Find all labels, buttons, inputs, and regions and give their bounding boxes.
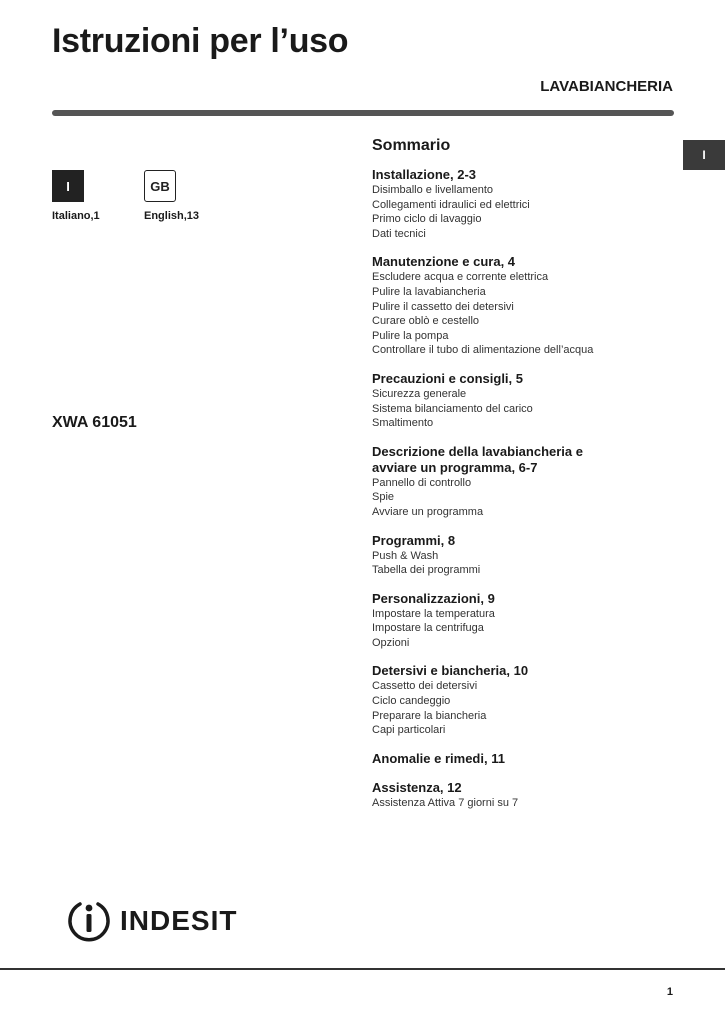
toc-section-title[interactable]: Descrizione della lavabiancheria e xyxy=(372,443,583,459)
toc-section-title[interactable]: Detersivi e biancheria, 10 xyxy=(372,663,529,679)
brand-logo xyxy=(66,896,237,946)
toc-section xyxy=(372,751,672,767)
toc-section xyxy=(372,663,672,737)
table-of-contents xyxy=(372,137,672,823)
language-code-box: I xyxy=(52,170,84,202)
toc-item: Avviare un programma xyxy=(372,505,484,518)
toc-item: Pulire la pompa xyxy=(372,329,449,342)
toc-item: Tabella dei programmi xyxy=(372,564,481,577)
toc-item: Controllare il tubo di alimentazione dell’acqua xyxy=(372,344,594,357)
toc-item: Escludere acqua e corrente elettrica xyxy=(372,271,549,284)
header-divider xyxy=(52,110,674,116)
toc-item: Assistenza Attiva 7 giorni su 7 xyxy=(372,796,519,809)
toc-section-title[interactable]: Manutenzione e cura, 4 xyxy=(372,254,516,270)
toc-section-title[interactable]: Precauzioni e consigli, 5 xyxy=(372,370,523,386)
language-code-box: GB xyxy=(144,170,176,202)
toc-item: Pulire la lavabiancheria xyxy=(372,285,486,298)
brand-name: INDESIT xyxy=(120,905,238,936)
toc-heading: Sommario xyxy=(372,137,451,154)
toc-item: Smaltimento xyxy=(372,417,434,430)
toc-item: Primo ciclo di lavaggio xyxy=(372,213,482,226)
toc-section-title[interactable]: Assistenza, 12 xyxy=(372,779,462,795)
toc-item: Opzioni xyxy=(372,636,410,649)
language-label: Italiano,1 xyxy=(52,210,100,222)
toc-item: Pulire il cassetto dei detersivi xyxy=(372,300,514,313)
toc-item: Capi particolari xyxy=(372,724,446,737)
toc-item: Disimballo e livellamento xyxy=(372,184,494,196)
page-number: 1 xyxy=(666,986,673,998)
toc-section-title[interactable]: Programmi, 8 xyxy=(372,532,456,548)
toc-section xyxy=(372,780,672,811)
toc-section xyxy=(372,167,672,241)
toc-item: Ciclo candeggio xyxy=(372,695,451,708)
page-title: Istruzioni per l’uso xyxy=(52,22,349,60)
language-edge-tab: I xyxy=(683,140,725,170)
toc-section-title[interactable]: Anomalie e rimedi, 11 xyxy=(372,750,505,766)
language-italian[interactable] xyxy=(52,170,112,222)
toc-item: Preparare la biancheria xyxy=(372,709,487,722)
toc-item: Spie xyxy=(372,491,395,504)
toc-section xyxy=(372,444,672,520)
toc-item: Curare oblò e cestello xyxy=(372,315,480,328)
toc-section xyxy=(372,371,672,431)
toc-item: Impostare la centrifuga xyxy=(372,622,484,635)
toc-section xyxy=(372,591,672,651)
toc-section-title-continued[interactable]: avviare un programma, 6-7 xyxy=(372,459,538,475)
toc-item: Cassetto dei detersivi xyxy=(372,680,478,693)
product-type: LAVABIANCHERIA xyxy=(540,78,673,95)
toc-section xyxy=(372,254,672,358)
toc-item: Pannello di controllo xyxy=(372,476,472,489)
toc-section-title[interactable]: Personalizzazioni, 9 xyxy=(372,590,495,606)
footer-divider xyxy=(0,968,725,970)
toc-section xyxy=(372,533,672,578)
toc-item: Collegamenti idraulici ed elettrici xyxy=(372,198,530,211)
toc-item: Sicurezza generale xyxy=(372,387,467,400)
toc-item: Push & Wash xyxy=(372,549,439,562)
model-number: XWA 61051 xyxy=(52,414,137,431)
toc-item: Impostare la temperatura xyxy=(372,607,495,620)
toc-item: Sistema bilanciamento del carico xyxy=(372,402,533,415)
toc-section-title[interactable]: Installazione, 2-3 xyxy=(372,167,477,182)
language-english[interactable] xyxy=(144,170,204,222)
indesit-i-logo-icon xyxy=(66,896,112,947)
toc-item: Dati tecnici xyxy=(372,227,426,240)
language-label: English,13 xyxy=(144,210,200,222)
